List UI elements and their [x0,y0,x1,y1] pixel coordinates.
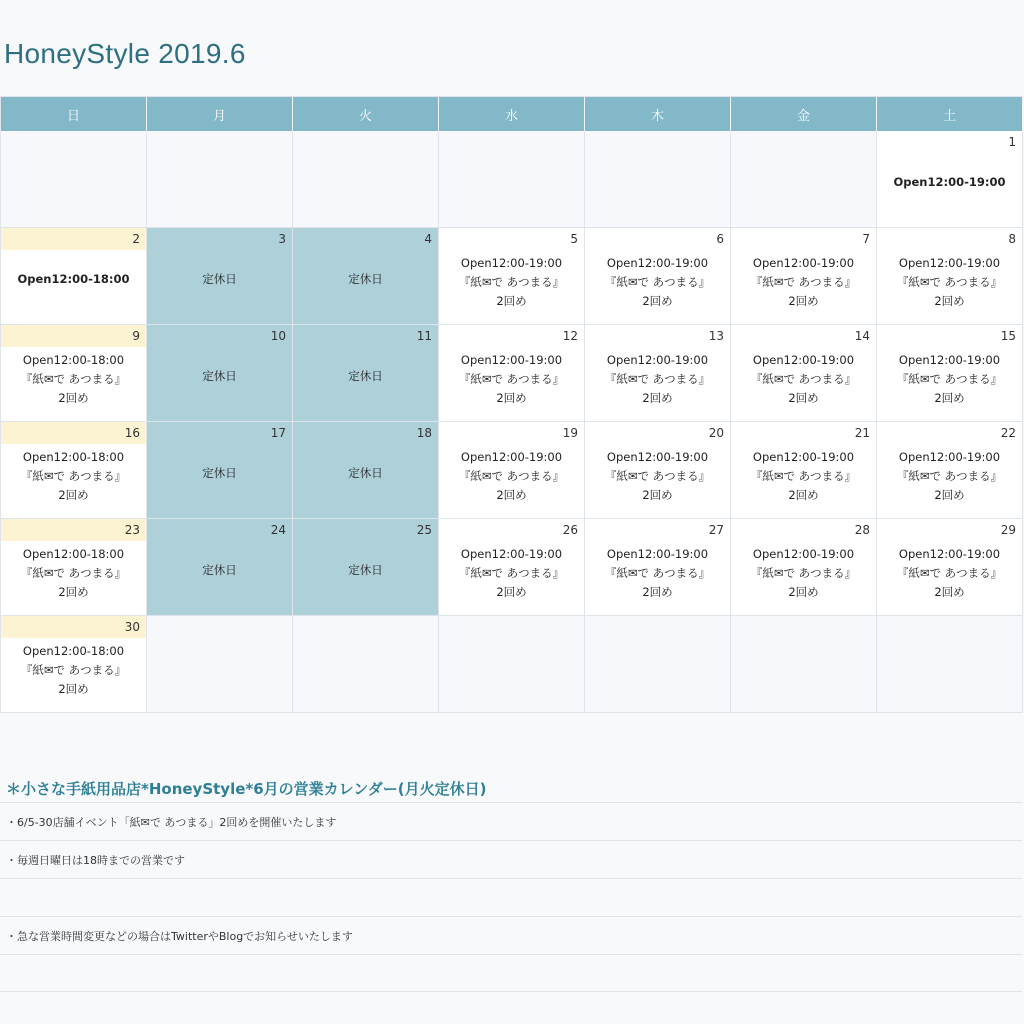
day-content [877,254,1022,311]
closed-label: 定休日 [348,272,383,286]
calendar-day-cell [877,228,1023,325]
day-content [1,270,146,289]
closed-label: 定休日 [348,466,383,480]
day-info-line: 『紙✉で あつまる』 [896,566,1003,580]
day-info-line: 『紙✉で あつまる』 [20,372,127,386]
calendar-day-cell [877,422,1023,519]
day-info-line: 2回め [496,488,527,502]
closed-label: 定休日 [202,466,237,480]
day-info-line: Open12:00-19:00 [460,547,563,561]
day-number: 11 [416,329,432,343]
day-content [877,448,1022,505]
day-info-line: Open12:00-18:00 [22,353,125,367]
day-info-line: Open12:00-18:00 [22,547,125,561]
calendar-day-cell [147,422,293,519]
day-number: 7 [862,232,870,246]
calendar-day-cell [585,519,731,616]
calendar-title: HoneyStyle 2019.6 [4,38,246,69]
day-content [1,545,146,602]
calendar-day-cell [731,228,877,325]
day-number: 28 [854,523,870,537]
day-info-line: 2回め [934,391,965,405]
day-info-line: 『紙✉で あつまる』 [458,469,565,483]
day-number: 12 [562,329,578,343]
day-content [293,367,438,386]
calendar-empty-cell [585,616,731,713]
day-info-line: 2回め [496,294,527,308]
day-number: 10 [270,329,286,343]
calendar-day-cell [147,519,293,616]
day-info-line: Open12:00-19:00 [460,353,563,367]
calendar-day-cell [439,422,585,519]
day-content [585,545,730,602]
day-info-line: Open12:00-19:00 [898,353,1001,367]
day-content [585,351,730,408]
day-info-line: 『紙✉で あつまる』 [458,566,565,580]
day-info-line: 『紙✉で あつまる』 [20,663,127,677]
day-info-line: 『紙✉で あつまる』 [896,469,1003,483]
day-info-line: 2回め [58,488,89,502]
calendar-week-row [1,422,1023,519]
calendar-day-cell [293,519,439,616]
day-number: 24 [270,523,286,537]
closed-label: 定休日 [348,563,383,577]
weekday-header-cell: 火 [293,97,439,131]
day-info-line: 『紙✉で あつまる』 [458,275,565,289]
calendar-day-cell [877,325,1023,422]
calendar-day-cell [439,325,585,422]
day-info-line: 2回め [788,294,819,308]
calendar-day-cell [1,228,147,325]
calendar-week-row [1,616,1023,713]
calendar-day-cell [731,422,877,519]
day-info-line: Open12:00-18:00 [22,450,125,464]
day-info-line: 2回め [496,391,527,405]
day-info-line: Open12:00-19:00 [460,256,563,270]
day-info-line: 『紙✉で あつまる』 [750,275,857,289]
day-content [439,448,584,505]
weekday-header-cell: 金 [731,97,877,131]
calendar-empty-cell [1,131,147,228]
calendar-week-row [1,325,1023,422]
day-content [147,464,292,483]
calendar-empty-cell [439,616,585,713]
weekday-header-cell: 日 [1,97,147,131]
day-info-line: Open12:00-18:00 [17,272,130,286]
calendar-day-cell [1,325,147,422]
day-number: 21 [854,426,870,440]
day-info-line: 2回め [58,585,89,599]
day-number: 20 [708,426,724,440]
day-content [1,642,146,699]
day-content [1,351,146,408]
day-info-line: Open12:00-19:00 [752,353,855,367]
day-info-line: 2回め [788,585,819,599]
calendar-weeks [1,131,1023,713]
day-content [585,448,730,505]
day-content [439,254,584,311]
day-content [877,351,1022,408]
day-content [731,351,876,408]
day-info-line: Open12:00-18:00 [22,644,125,658]
calendar-day-cell [439,228,585,325]
day-info-line: Open12:00-19:00 [606,450,709,464]
day-info-line: 『紙✉で あつまる』 [604,275,711,289]
day-number: 2 [1,228,146,250]
day-content [147,270,292,289]
day-number: 19 [562,426,578,440]
calendar-empty-cell [293,131,439,228]
day-info-line: 2回め [788,488,819,502]
calendar-grid [0,96,1023,713]
calendar-empty-cell [731,616,877,713]
note-row [0,878,1022,916]
day-content [293,561,438,580]
day-info-line: Open12:00-19:00 [893,175,1006,189]
calendar-empty-cell [293,616,439,713]
weekday-header-cell: 木 [585,97,731,131]
day-info-line: 2回め [642,294,673,308]
weekday-header-cell: 月 [147,97,293,131]
calendar-day-cell [439,519,585,616]
day-info-line: 2回め [642,585,673,599]
note-row: ・毎週日曜日は18時までの営業です [0,840,1022,878]
day-info-line: 『紙✉で あつまる』 [896,275,1003,289]
day-info-line: 『紙✉で あつまる』 [20,566,127,580]
day-number: 29 [1000,523,1016,537]
day-info-line: 2回め [934,294,965,308]
day-number: 13 [708,329,724,343]
day-info-line: 2回め [58,682,89,696]
closed-label: 定休日 [348,369,383,383]
calendar-day-cell [293,325,439,422]
day-info-line: Open12:00-19:00 [752,256,855,270]
day-number: 9 [1,325,146,347]
closed-label: 定休日 [202,369,237,383]
closed-label: 定休日 [202,563,237,577]
day-content [1,448,146,505]
day-number: 18 [416,426,432,440]
day-number: 3 [278,232,286,246]
day-info-line: 2回め [642,391,673,405]
day-content [147,561,292,580]
calendar-empty-cell [585,131,731,228]
day-info-line: 2回め [788,391,819,405]
day-info-line: 2回め [58,391,89,405]
day-info-line: 2回め [934,488,965,502]
calendar-empty-cell [439,131,585,228]
day-number: 4 [424,232,432,246]
notes-list [0,802,1022,992]
day-content [877,545,1022,602]
day-info-line: 『紙✉で あつまる』 [604,372,711,386]
day-content [293,270,438,289]
calendar-day-cell [585,325,731,422]
day-info-line: 『紙✉で あつまる』 [896,372,1003,386]
day-info-line: Open12:00-19:00 [460,450,563,464]
day-content [147,367,292,386]
day-content [731,254,876,311]
day-number: 16 [1,422,146,444]
weekday-header-cell: 土 [877,97,1023,131]
calendar-day-cell [1,616,147,713]
day-info-line: Open12:00-19:00 [898,450,1001,464]
day-number: 15 [1000,329,1016,343]
calendar-day-cell [147,325,293,422]
day-number: 17 [270,426,286,440]
day-info-line: 『紙✉で あつまる』 [604,566,711,580]
day-info-line: Open12:00-19:00 [752,450,855,464]
calendar-empty-cell [147,616,293,713]
calendar-day-cell [877,519,1023,616]
day-info-line: Open12:00-19:00 [898,256,1001,270]
weekday-header-cell: 水 [439,97,585,131]
note-row: ・急な営業時間変更などの場合はTwitterやBlogでお知らせいたします [0,916,1022,954]
day-info-line: Open12:00-19:00 [752,547,855,561]
calendar-day-cell [1,519,147,616]
note-row: ・6/5-30店舗イベント「紙✉で あつまる」2回めを開催いたします [0,802,1022,840]
day-content [731,545,876,602]
day-info-line: Open12:00-19:00 [898,547,1001,561]
day-content [585,254,730,311]
day-number: 27 [708,523,724,537]
calendar-week-row [1,131,1023,228]
day-info-line: 2回め [934,585,965,599]
note-row [0,954,1022,992]
day-content [293,464,438,483]
weekday-header [1,97,1023,131]
day-number: 26 [562,523,578,537]
day-number: 5 [570,232,578,246]
section-title: ＊小さな手紙用品店*HoneyStyle*6月の営業カレンダー(月火定休日) [6,780,487,798]
day-info-line: 『紙✉で あつまる』 [458,372,565,386]
calendar-day-cell [293,422,439,519]
calendar-empty-cell [147,131,293,228]
day-content [731,448,876,505]
day-number: 14 [854,329,870,343]
day-info-line: 『紙✉で あつまる』 [604,469,711,483]
calendar-empty-cell [731,131,877,228]
day-number: 25 [416,523,432,537]
day-content [439,351,584,408]
calendar-week-row [1,519,1023,616]
day-number: 6 [716,232,724,246]
calendar-day-cell [877,131,1023,228]
day-info-line: Open12:00-19:00 [606,547,709,561]
day-number: 30 [1,616,146,638]
day-content [439,545,584,602]
calendar-day-cell [293,228,439,325]
calendar-day-cell [1,422,147,519]
closed-label: 定休日 [202,272,237,286]
day-info-line: 『紙✉で あつまる』 [20,469,127,483]
day-info-line: 2回め [496,585,527,599]
day-info-line: Open12:00-19:00 [606,353,709,367]
calendar-week-row [1,228,1023,325]
calendar-day-cell [731,519,877,616]
day-number: 22 [1000,426,1016,440]
day-info-line: 『紙✉で あつまる』 [750,566,857,580]
calendar-empty-cell [877,616,1023,713]
day-number: 1 [1008,135,1016,149]
day-number: 8 [1008,232,1016,246]
calendar-day-cell [731,325,877,422]
day-number: 23 [1,519,146,541]
day-info-line: 『紙✉で あつまる』 [750,372,857,386]
calendar-day-cell [585,228,731,325]
day-info-line: Open12:00-19:00 [606,256,709,270]
calendar-day-cell [147,228,293,325]
calendar-day-cell [585,422,731,519]
day-content [877,173,1022,192]
day-info-line: 2回め [642,488,673,502]
day-info-line: 『紙✉で あつまる』 [750,469,857,483]
